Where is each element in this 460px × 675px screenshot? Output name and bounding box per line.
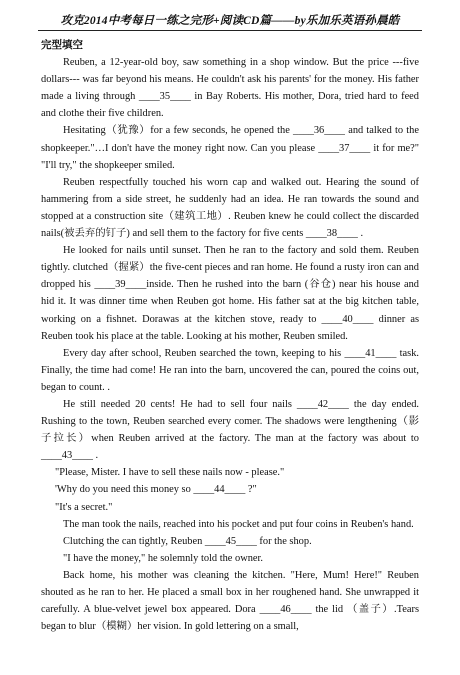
paragraph-11: Clutching the can tightly, Reuben ____45____ for the shop. — [63, 535, 312, 547]
page-header: 攻克2014中考每日一练之完形+阅读CD篇——by乐加乐英语孙晨皓 — [60, 15, 400, 27]
paragraph-4: He looked for nails until sunset. Then he ran to the factory and sold them. Reuben tightly. clutched（握紧）the five-cent pieces and ran home. He found a rusty iron can and dropped his ____39____inside. Then he rushed into the barn (谷仓) near his house and hid it. It was dinner time when Reuben got home. His father sat at the big kitchen table, working on a fishnet. Dorawas at the kitchen stove, ready to ____40____ dinner as Reuben took his place at the table. Looking at his mother, Reuben smiled. — [41, 245, 419, 342]
paragraph-13: Back home, his mother was cleaning the kitchen. "Here, Mum! Here!" Reuben shouted as he ran to her. He placed a small box in her roughened hand. She unwrapped it carefully. A blue-velvet jewel box appeared. Dora ____46____ the lid （盖子）.Tears began to blur（模糊）her vision. In gold lettering on a small, — [41, 569, 419, 633]
paragraph-8: 'Why do you need this money so ____44____ ?" — [55, 484, 257, 496]
paragraph-3: Reuben respectfully touched his worn cap and walked out. Hearing the sound of hammering from a side street, he suddenly had an idea. He ran towards the sound and stopped at a construction site（建筑工地）. Reuben knew he could collect the discarded nails(被丢弃的钉子) and sell them to the factory for five cents ____38____ . — [41, 176, 419, 240]
header-divider — [38, 30, 422, 31]
paragraph-1: Reuben, a 12-year-old boy, saw something in a shop window. But the price ---five dollars--- was far beyond his means. He couldn't ask his parents' for the money. His father made a living through ____35____ in Bay Roberts. His mother, Dora, tried hard to feed and clothe their five children. — [41, 57, 419, 120]
paragraph-10: The man took the nails, reached into his pocket and put four coins in Reuben's hand. — [63, 518, 414, 530]
passage — [41, 54, 419, 635]
paragraph-2: Hesitating（犹豫）for a few seconds, he opened the ____36____ and talked to the shopkeeper."…I don't have the money right now. Can you please ____37____ it for me?" "I'll try," the shopkeeper smiled. — [41, 125, 419, 171]
paragraph-6: He still needed 20 cents! He had to sell four nails ____42____ the day ended. Rushing to the town, Reuben searched every comer. The shadows were lengthening（影子拉长）when Reuben arrived at the factory. The man at the factory was about to ____43____ . — [41, 398, 419, 462]
paragraph-9: "It's a secret." — [55, 501, 113, 513]
paragraph-5: Every day after school, Reuben searched the town, keeping to his ____41____ task. Finally, the time had come! He ran into the barn, uncovered the can, poured the coins out, began to count. . — [41, 347, 419, 393]
section-title: 完型填空 — [41, 39, 83, 51]
paragraph-12: "I have the money," he solemnly told the owner. — [63, 552, 263, 564]
paragraph-7: "Please, Mister. I have to sell these nails now - please." — [55, 467, 285, 479]
document-body — [41, 37, 419, 635]
